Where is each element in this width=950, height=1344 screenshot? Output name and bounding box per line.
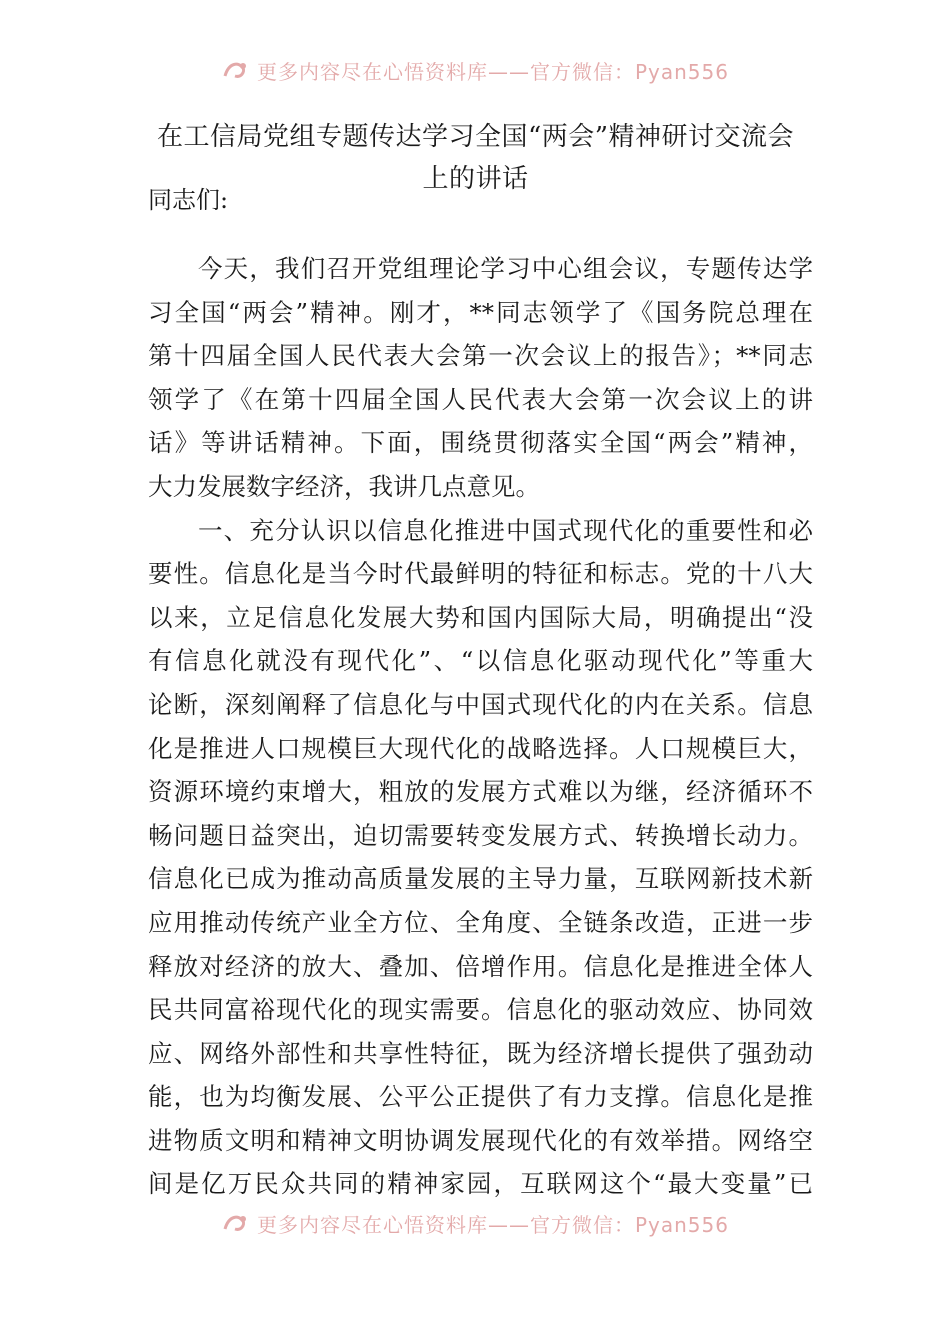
paragraph-line: 应用推动传统产业全方位、全角度、全链条改造，正进一步 — [148, 907, 813, 937]
paragraph-line: 间是亿万民众共同的精神家园，互联网这个“最大变量”已 — [148, 1169, 813, 1199]
paragraph-line: 一、充分认识以信息化推进中国式现代化的重要性和必 — [198, 515, 813, 545]
watermark-logo-icon — [221, 58, 251, 82]
paragraph-line: 资源环境约束增大，粗放的发展方式难以为继，经济循环不 — [148, 777, 813, 807]
paragraph-line: 进物质文明和精神文明协调发展现代化的有效举措。网络空 — [148, 1125, 813, 1155]
paragraph-line: 有信息化就没有现代化”、“以信息化驱动现代化”等重大 — [148, 646, 813, 676]
paragraph-line: 习全国“两会”精神。刚才，**同志领学了《国务院总理在 — [148, 297, 813, 327]
title-line-2: 上的讲话 — [422, 164, 529, 194]
paragraph-line: 第十四届全国人民代表大会第一次会议上的报告》；**同志 — [148, 341, 813, 371]
paragraph-line: 应、网络外部性和共享性特征，既为经济增长提供了强劲动 — [148, 1038, 813, 1068]
header-watermark — [0, 56, 950, 84]
salutation: 同志们: — [148, 186, 229, 214]
document-title — [148, 116, 803, 200]
watermark-logo-icon — [221, 1211, 251, 1235]
paragraph-line: 信息化已成为推动高质量发展的主导力量，互联网新技术新 — [148, 864, 813, 894]
paragraph-line: 畅问题日益突出，迫切需要转变发展方式、转换增长动力。 — [148, 820, 813, 850]
paragraph-1 — [148, 247, 813, 509]
watermark-text: 更多内容尽在心悟资料库——官方微信：Pyan556 — [256, 59, 729, 84]
paragraph-2 — [148, 509, 813, 1207]
watermark-text: 更多内容尽在心悟资料库——官方微信：Pyan556 — [256, 1212, 729, 1237]
paragraph-line: 领学了《在第十四届全国人民代表大会第一次会议上的讲 — [148, 384, 813, 414]
paragraph-line: 要性。信息化是当今时代最鲜明的特征和标志。党的十八大 — [148, 559, 813, 589]
document-body — [148, 247, 813, 1206]
paragraph-line: 话》等讲话精神。下面，围绕贯彻落实全国“两会”精神， — [148, 428, 813, 458]
footer-watermark — [0, 1209, 950, 1237]
paragraph-line: 今天，我们召开党组理论学习中心组会议，专题传达学 — [198, 254, 813, 283]
title-line-1: 在工信局党组专题传达学习全国“两会”精神研讨交流会 — [156, 122, 795, 152]
paragraph-line: 民共同富裕现代化的现实需要。信息化的驱动效应、协同效 — [148, 995, 813, 1025]
paragraph-line: 论断，深刻阐释了信息化与中国式现代化的内在关系。信息 — [148, 689, 813, 719]
paragraph-line: 化是推进人口规模巨大现代化的战略选择。人口规模巨大， — [148, 733, 813, 763]
paragraph-line: 以来，立足信息化发展大势和国内国际大局，明确提出“没 — [148, 602, 813, 632]
paragraph-line: 大力发展数字经济，我讲几点意见。 — [148, 471, 540, 501]
paragraph-line: 释放对经济的放大、叠加、倍增作用。信息化是推进全体人 — [148, 951, 813, 981]
paragraph-line: 能，也为均衡发展、公平公正提供了有力支撑。信息化是推 — [148, 1082, 813, 1112]
